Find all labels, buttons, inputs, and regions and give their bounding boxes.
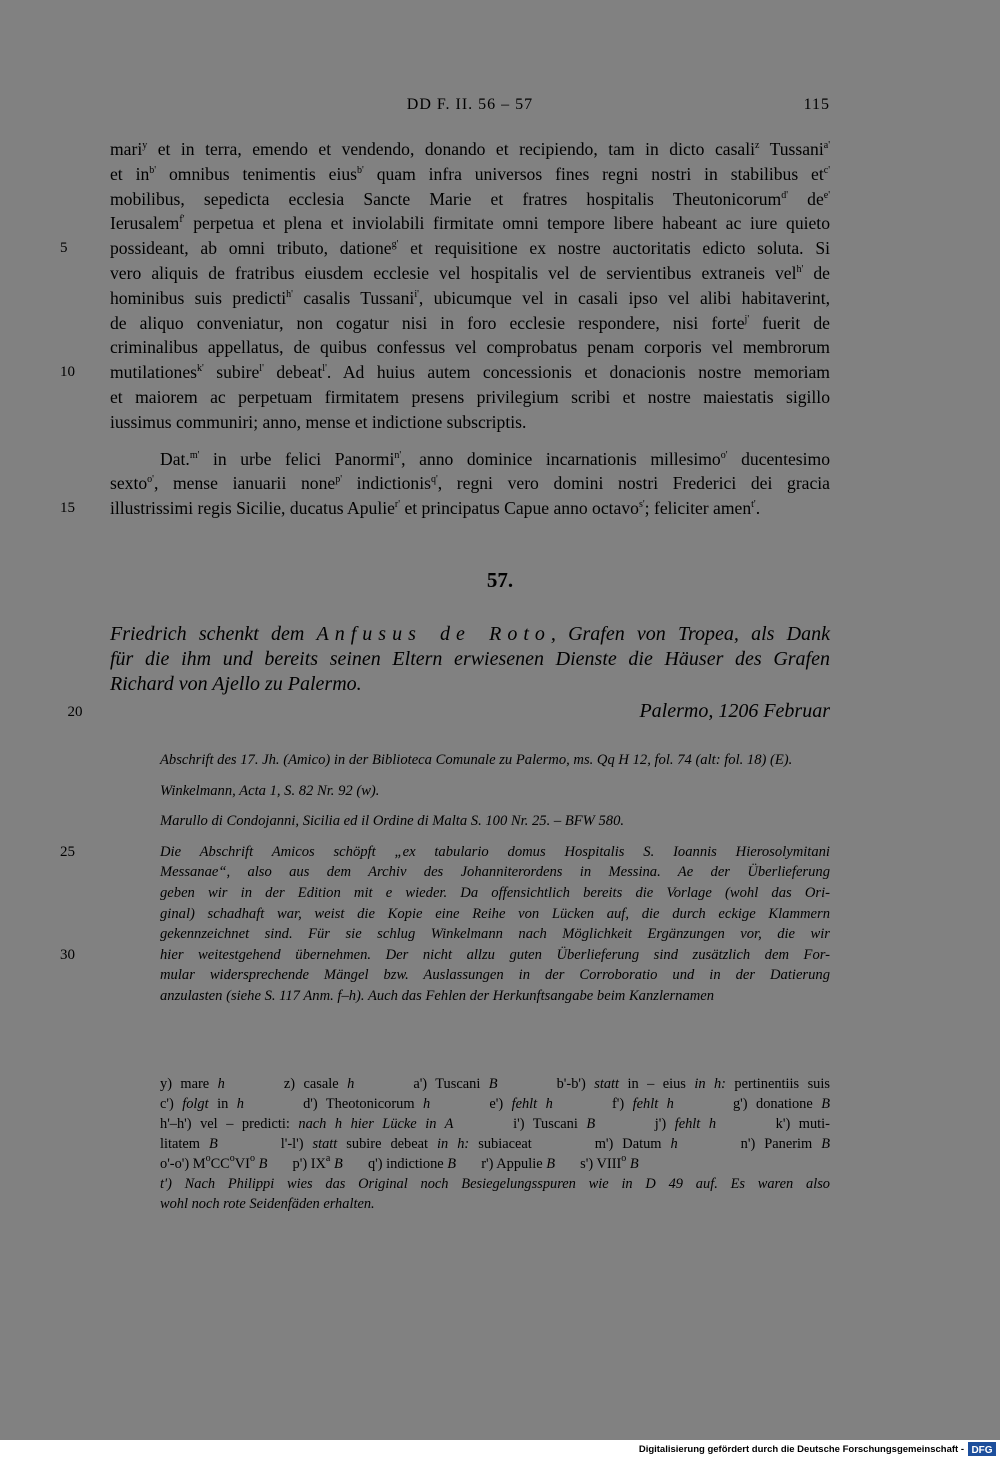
line-text: geben wir in der Edition mit e wieder. Da offensichtlich bereits die Vorlage (wohl das Ori- xyxy=(160,884,830,901)
line-number: 30 xyxy=(60,946,75,963)
dfg-logo-text: DFG xyxy=(971,1445,993,1456)
regest-line: für die ihm und bereits seinen Eltern erwiesenen Dienste die Häuser des Grafen xyxy=(110,648,830,670)
line-text: criminalibus appellatus, de quibus confessus vel comprobatus penam corporis vel membrorum xyxy=(110,337,830,358)
line-text: de aliquo conveniatur, non cogatur nisi in foro ecclesie respondere, nisi forte$^{j'}$ fuerit de xyxy=(110,312,830,333)
text-line xyxy=(110,471,830,496)
text-line xyxy=(110,162,830,187)
text-line xyxy=(160,904,830,925)
line-text: hier weitestgehend übernehmen. Der nicht allzu guten Überlieferung sind zusätzlich dem For- xyxy=(160,946,830,963)
document-56-body xyxy=(60,137,831,435)
line-text: possideant, ab omni tributo, datione$^{g'}$ et requisitione ex nostre auctoritatis edicto soluta. Si xyxy=(110,238,830,259)
note-line: h'–h') vel – predicti: nach h hier Lücke in A i') Tuscani B j') fehlt h k') muti- xyxy=(160,1116,830,1132)
text-line xyxy=(110,311,830,336)
line-number: 10 xyxy=(60,364,75,381)
note-line: t') Nach Philippi wies das Original noch Besiegelungsspuren wie in D 49 auf. Es waren also xyxy=(160,1176,830,1192)
document-57-apparatus xyxy=(60,750,830,1007)
apparatus-source: Abschrift des 17. Jh. (Amico) in der Biblioteca Comunale zu Palermo, ms. Qq H 12, fol. 74 (alt: fol. 18) (E). xyxy=(160,752,793,768)
line-text: et $in^{b'}$ omnibus tenimentis eius$^{b'}$ quam infra universos fines regni nostri in stabilibus $et^{c'}$ xyxy=(110,163,831,184)
line-text: Ierusalem$^{f'}$ perpetua et plena et inviolabili firmitate omni tempore libere habeant ac iure quieto xyxy=(110,213,830,234)
line-text: ginal) schadhaft war, weist die Kopie eine Reihe von Lücken auf, die durch eckige Klammern xyxy=(160,905,830,922)
running-head xyxy=(110,96,830,118)
text-line xyxy=(160,965,830,986)
line-text: Messanae“, also aus dem Archiv des Johanniterordens in Messina. Ae der Überlieferung xyxy=(160,864,830,881)
text-line xyxy=(110,211,830,236)
apparatus-literature: Marullo di Condojanni, Sicilia ed il Ordine di Malta S. 100 Nr. 25. – BFW 580. xyxy=(160,813,625,830)
text-line xyxy=(110,385,830,410)
text-line xyxy=(60,945,830,966)
text-line xyxy=(110,447,830,472)
text-line xyxy=(110,410,830,435)
line-text: anzulasten (siehe S. 117 Anm. f–h). Auch das Fehlen der Herkunftsangabe beim Kanzlernamen xyxy=(160,987,715,1004)
text-line xyxy=(160,862,830,883)
note-line: litatem B l'-l') statt subire debeat in h: subiaceat m') Datum h n') Panerim B xyxy=(160,1136,830,1152)
text-line xyxy=(110,187,830,212)
apparatus-edition: Winkelmann, Acta 1, S. 82 Nr. 92 (w). xyxy=(160,782,380,799)
critical-notes xyxy=(160,1074,830,1214)
text-line xyxy=(110,137,830,162)
document-57-regest xyxy=(110,622,830,697)
text-line xyxy=(160,883,830,904)
line-number: 20 xyxy=(67,704,83,720)
text-line xyxy=(60,360,830,385)
text-line xyxy=(160,986,830,1007)
line-text: mular widersprechende Mängel bzw. Auslassungen in der Corroboratio und in der Datierung xyxy=(160,967,830,984)
text-line xyxy=(110,335,830,360)
text-line xyxy=(110,286,830,311)
note-line: wohl noch rote Seidenfäden erhalten. xyxy=(160,1196,375,1212)
line-text: gekennzeichnet sind. Für sie schlug Winkelmann nach Möglichkeit Ergänzungen vor, die wir xyxy=(160,926,830,943)
note-line: c') folgt in h d') Theotonicorum h e') fehlt h f') fehlt h g') donatione B xyxy=(160,1096,831,1112)
document-56-text xyxy=(60,137,831,521)
note-line: y) mare h z) casale h a') Tuscani B b'-b') statt in – eius in h: pertinentiis suis xyxy=(160,1076,830,1092)
line-number: 5 xyxy=(60,240,68,257)
document-number: 57. xyxy=(486,568,514,592)
dfg-logo xyxy=(968,1442,996,1456)
regest-line: Richard von Ajello zu Palermo. xyxy=(110,673,362,695)
line-text: hominibus suis predicti$^{h'}$ casalis Tussani$^{i'}$, ubicumque vel in casali ipso vel alibi habitaverint, xyxy=(110,287,830,308)
regest-line: Friedrich schenkt dem Anfusus de Roto, Grafen von Tropea, als Dank xyxy=(110,623,830,645)
line-text: vero aliquis de fratribus eiusdem ecclesie vel hospitalis vel de servientibus extraneis vel$^{h'}$ de xyxy=(110,262,830,283)
text-line xyxy=(160,924,830,945)
footer-credit: Digitalisierung gefördert durch die Deutsche Forschungsgemeinschaft - xyxy=(638,1444,964,1455)
apparatus-commentary xyxy=(60,842,830,1007)
document-57-dateline xyxy=(67,700,830,725)
line-text: sexto$^{o'}$, mense ianuarii none$^{p'}$ indictionis$^{q'}$, regni vero domini nostri Frederici dei gracia xyxy=(110,473,830,494)
line-text: et maiorem ac perpetuam firmitatem presens privilegium scribi et nostre maiestatis sigillo xyxy=(110,386,830,407)
note-line: o'-o') $M^oCC^oVI^o$ B p') $IX^a$ B q') indictione B r') Appulie B s') VIII$^o$ B xyxy=(160,1153,639,1172)
line-text: mobilibus, sepedicta ecclesia Sancte Marie et fratres hospitalis Theutonicorum$^{d'}$ $de^{e'}$ xyxy=(110,188,830,209)
text-line xyxy=(60,236,830,261)
line-text: iussimus communiri; anno, mense et indictione subscriptis. xyxy=(110,411,527,432)
text-line xyxy=(110,261,830,286)
line-text: mutilationes$^{k'}$ subire$^{l'}$ debeat$^{l'}$. Ad huius autem concessionis et donacionis nostre memoriam xyxy=(110,362,830,383)
line-text: Dat.$^{m'}$ in urbe felici Panormi$^{n'}$, anno dominice incarnationis millesimo$^{o'}$ ducentesimo xyxy=(160,448,830,469)
document-56-dating xyxy=(60,447,830,521)
line-text: illustrissimi regis Sicilie, ducatus Apulie$^{r'}$ et principatus Capue anno octavo$^{s'}$; feliciter amen$^{t'}$. xyxy=(110,498,761,519)
line-number: 25 xyxy=(60,843,75,860)
line-text: mari$^y$ et in terra, emendo et vendendo, donando et recipiendo, tam in dicto casali$^z$ Tussani$^{a'}$ xyxy=(110,139,830,159)
running-head-title: DD F. II. 56 – 57 xyxy=(406,96,534,113)
text-line xyxy=(60,842,830,863)
line-number: 15 xyxy=(60,500,75,517)
line-text: Die Abschrift Amicos schöpft „ex tabulario domus Hospitalis S. Ioannis Hierosolymitani xyxy=(160,843,830,860)
text-line xyxy=(60,496,830,521)
place-date: Palermo, 1206 Februar xyxy=(639,700,830,722)
page-number: 115 xyxy=(803,96,830,113)
